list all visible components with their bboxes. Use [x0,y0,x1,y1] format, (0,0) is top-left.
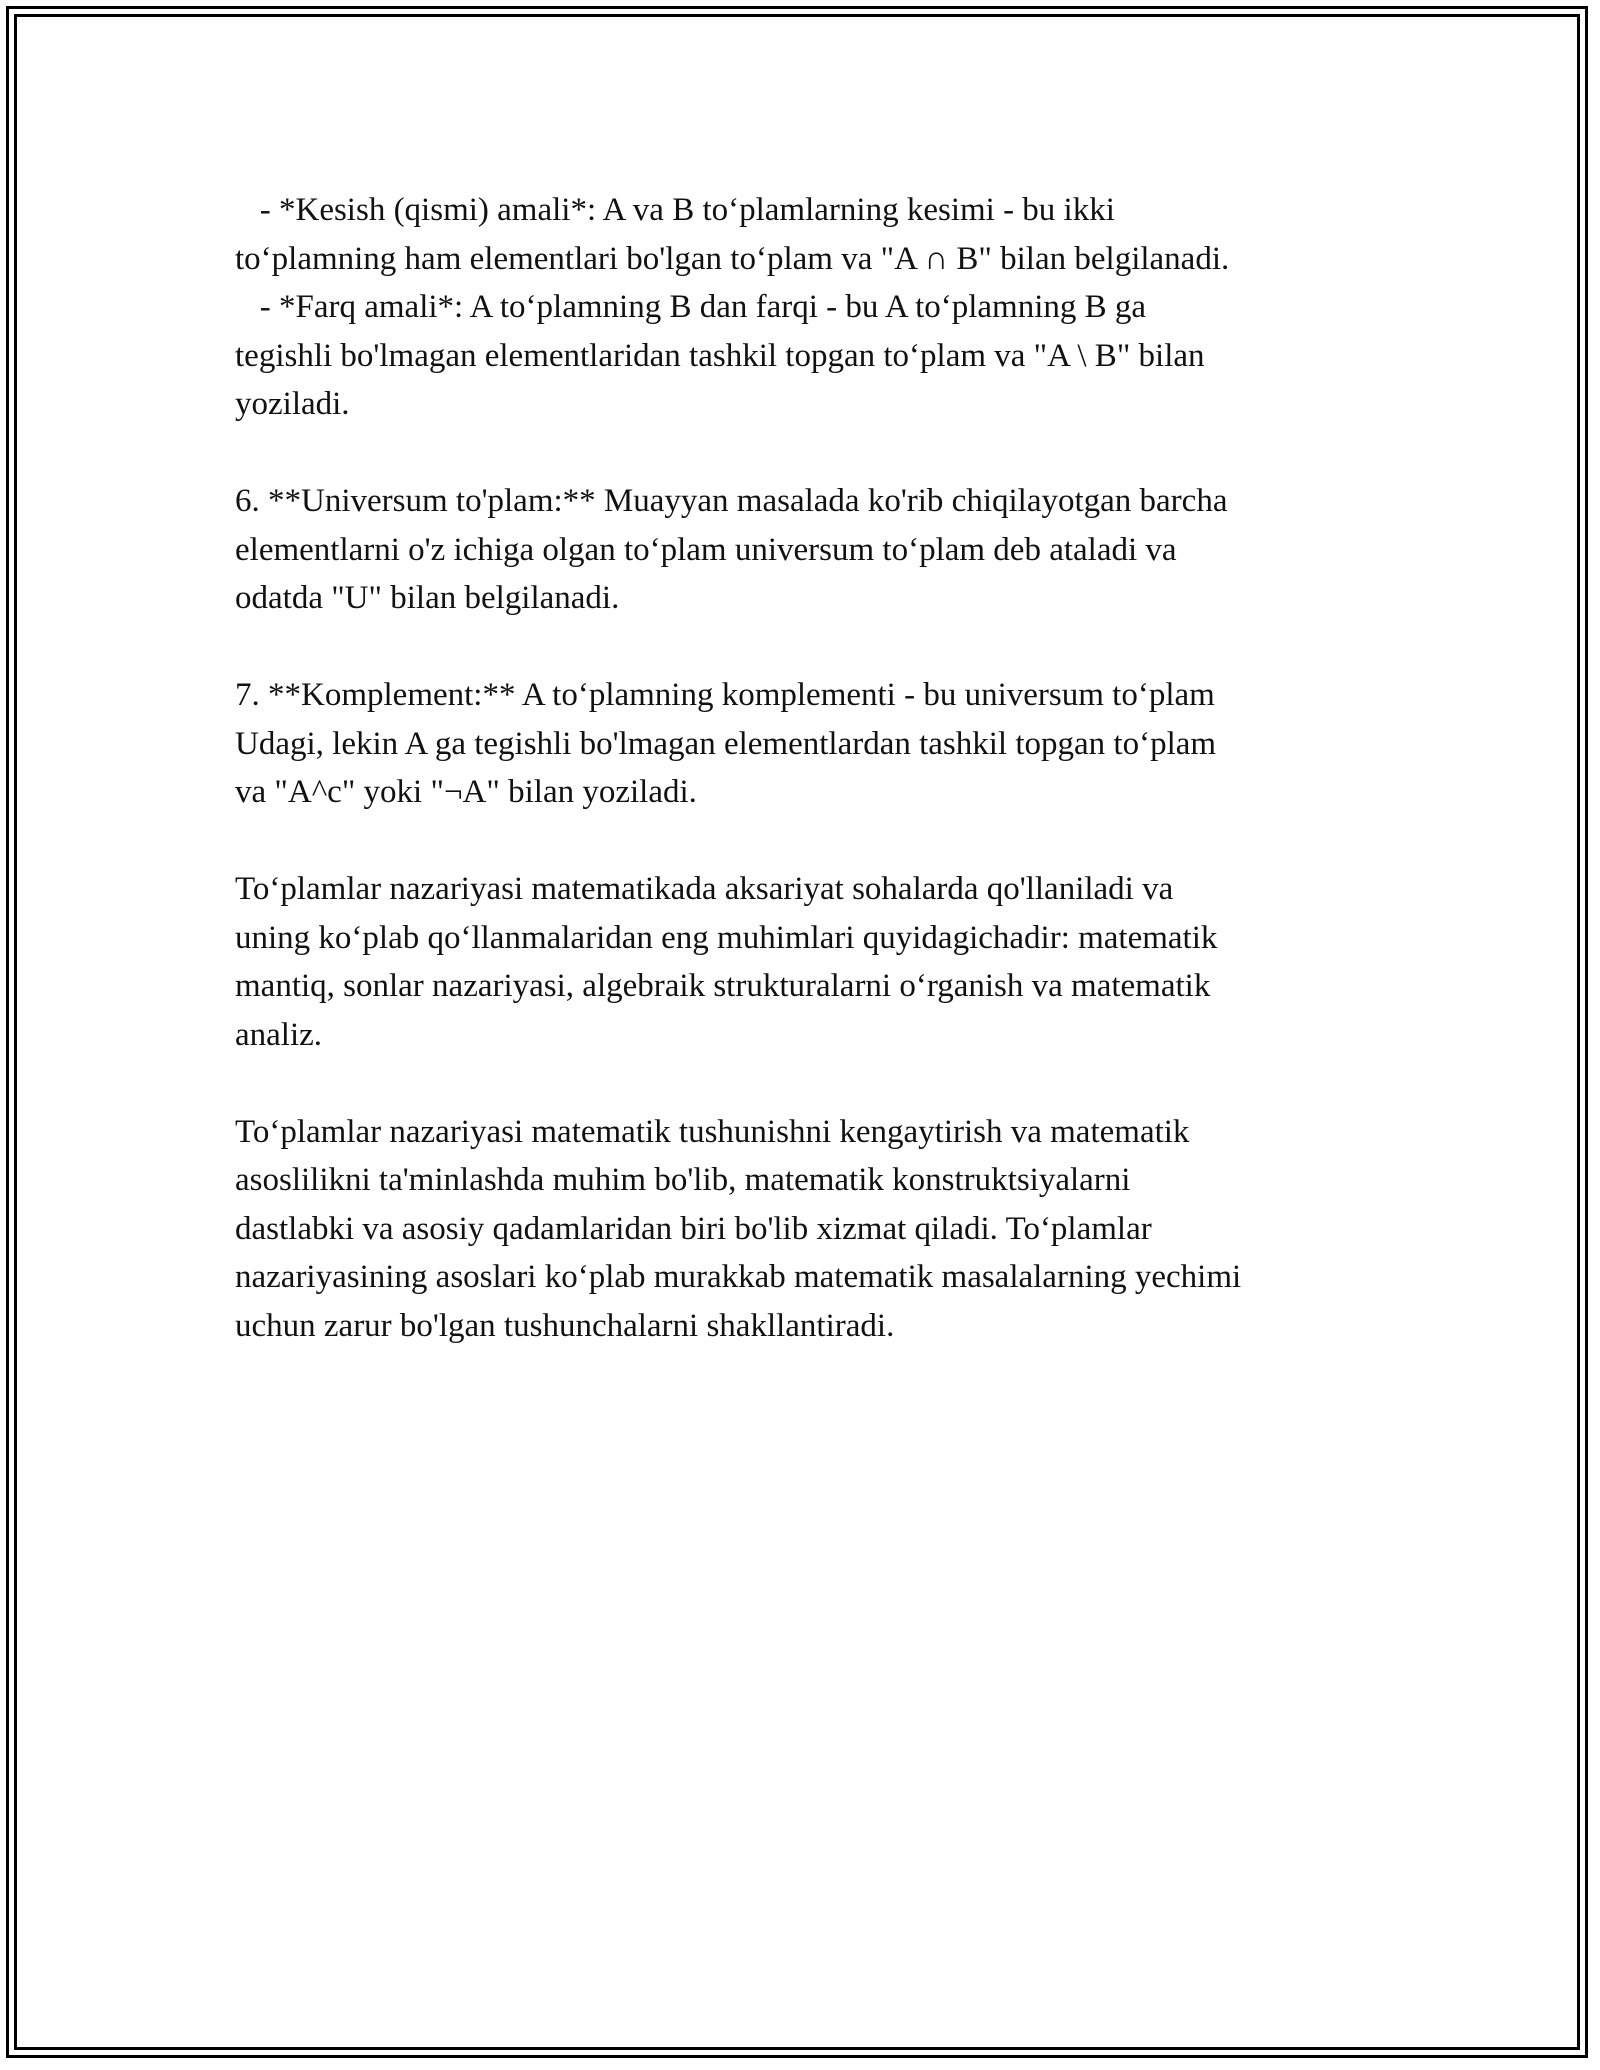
document-body [235,186,1370,1350]
text-line: va "A^c" yoki "¬A" bilan yoziladi. [235,774,697,810]
text-line: analiz. [235,1016,323,1053]
paragraph-spacer [235,817,1370,866]
paragraph-universum [235,477,1370,623]
text-line: uning ko‘plab qo‘llanmalaridan eng muhimlari quyidagichadir: matematik [235,919,1218,956]
paragraph-farq-amali [235,283,1370,429]
text-line: - *Kesish (qismi) amali*: A va B to‘plamlarning kesimi - bu ikki [235,192,1115,228]
text-line: uchun zarur bo'lgan tushunchalarni shakllantiradi. [235,1307,895,1344]
text-line: yoziladi. [235,386,350,422]
text-line: To‘plamlar nazariyasi matematik tushunishni kengaytirish va matematik [235,1113,1190,1150]
text-line: To‘plamlar nazariyasi matematikada aksariyat sohalarda qo'llaniladi va [235,871,1174,907]
text-line: odatda "U" bilan belgilanadi. [235,580,620,616]
text-line: asoslilikni ta'minlashda muhim bo'lib, matematik konstruktsiyalarni [235,1162,1131,1198]
text-line: Udagi, lekin A ga tegishli bo'lmagan elementlardan tashkil topgan to‘plam [235,725,1217,762]
text-line: to‘plamning ham elementlari bo'lgan to‘plam va "A ∩ B" bilan belgilanadi. [235,240,1230,277]
text-line: mantiq, sonlar nazariyasi, algebraik strukturalarni o‘rganish va matematik [235,968,1211,1004]
paragraph-qollanilishi [235,865,1370,1059]
text-line: elementlarni o'z ichiga olgan to‘plam universum to‘plam deb ataladi va [235,531,1177,568]
text-line: dastlabki va asosiy qadamlaridan biri bo'lib xizmat qiladi. To‘plamlar [235,1210,1152,1247]
paragraph-kesish-amali [235,186,1370,283]
text-line: 7. **Komplement:** A to‘plamning komplementi - bu universum to‘plam [235,677,1215,713]
paragraph-spacer [235,429,1370,478]
text-line: - *Farq amali*: A to‘plamning B dan farqi - bu A to‘plamning B ga [235,289,1147,325]
paragraph-komplement [235,671,1370,817]
text-line: tegishli bo'lmagan elementlaridan tashkil topgan to‘plam va "A \ B" bilan [235,337,1205,374]
paragraph-xulosa [235,1108,1370,1351]
text-line: 6. **Universum to'plam:** Muayyan masalada ko'rib chiqilayotgan barcha [235,483,1228,519]
paragraph-spacer [235,623,1370,672]
text-line: nazariyasining asoslari ko‘plab murakkab matematik masalalarning yechimi [235,1259,1242,1295]
paragraph-spacer [235,1059,1370,1108]
